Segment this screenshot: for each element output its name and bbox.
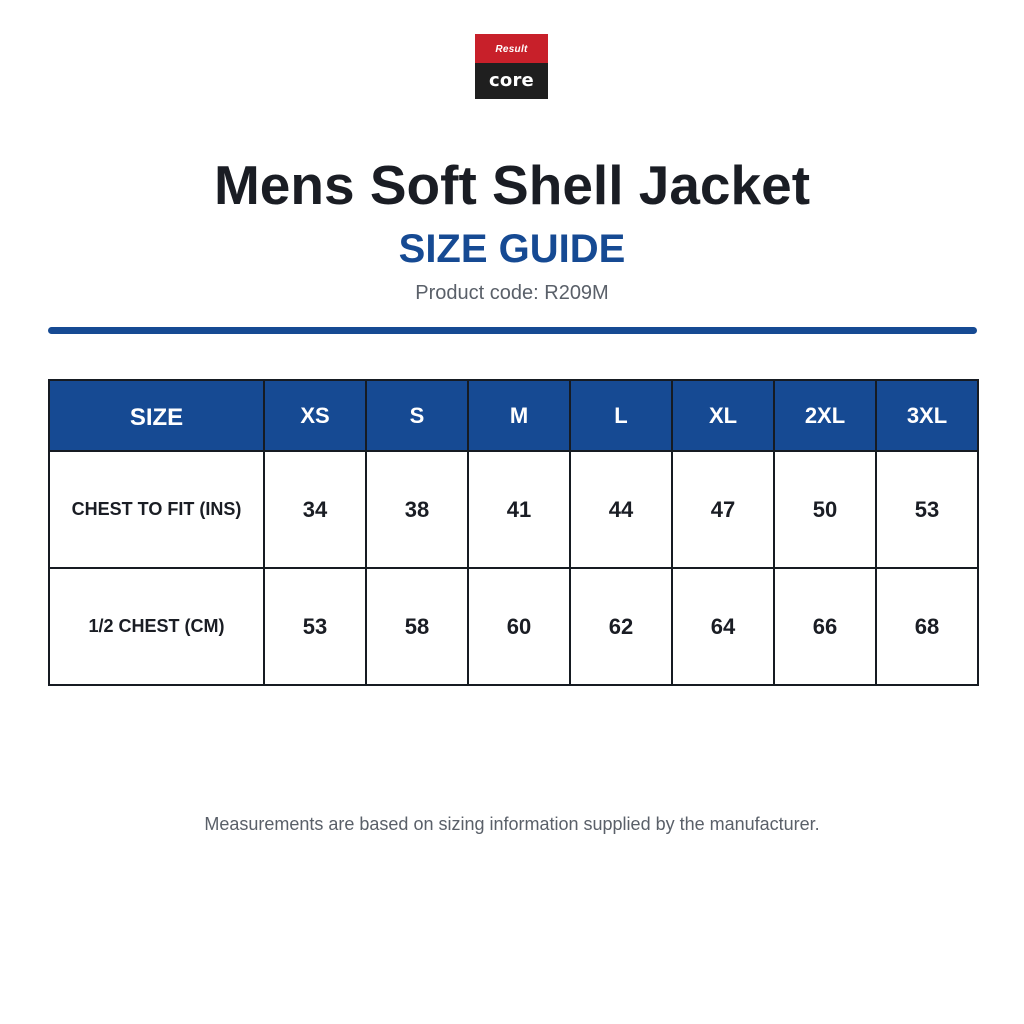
- table-cell: 44: [570, 451, 672, 568]
- table-cell: 50: [774, 451, 876, 568]
- table-cell: 66: [774, 568, 876, 685]
- table-cell: 64: [672, 568, 774, 685]
- page-title: Mens Soft Shell Jacket: [213, 154, 811, 216]
- size-header-cell: XL: [672, 380, 774, 451]
- table-cell: 53: [264, 568, 366, 685]
- table-row: [49, 451, 978, 568]
- logo-top-band: [475, 34, 548, 63]
- footnote: Measurements are based on sizing information supplied by the manufacturer.: [204, 814, 820, 834]
- size-header-cell: S: [366, 380, 468, 451]
- size-header-cell: M: [468, 380, 570, 451]
- table-cell: 41: [468, 451, 570, 568]
- row-label: CHEST TO FIT (INS): [49, 451, 264, 568]
- table-cell: 53: [876, 451, 978, 568]
- table-cell: 60: [468, 568, 570, 685]
- logo-top-text: Result: [495, 43, 528, 55]
- size-header-cell: 3XL: [876, 380, 978, 451]
- size-header-cell: 2XL: [774, 380, 876, 451]
- brand-logo: [475, 34, 548, 99]
- table-cell: 38: [366, 451, 468, 568]
- product-code: Product code: R209M: [415, 282, 609, 304]
- logo-bottom-band: [475, 63, 548, 99]
- header-divider: [48, 327, 977, 334]
- table-cell: 68: [876, 568, 978, 685]
- table-cell: 34: [264, 451, 366, 568]
- size-header-label: SIZE: [49, 380, 264, 451]
- table-cell: 62: [570, 568, 672, 685]
- logo-bottom-text: core: [489, 69, 534, 91]
- size-header-cell: L: [570, 380, 672, 451]
- row-label: 1/2 CHEST (CM): [49, 568, 264, 685]
- size-header-cell: XS: [264, 380, 366, 451]
- size-table: [48, 379, 979, 686]
- table-row: [49, 568, 978, 685]
- table-header-row: [49, 380, 978, 451]
- table-cell: 47: [672, 451, 774, 568]
- page-subtitle: SIZE GUIDE: [398, 227, 626, 271]
- table-cell: 58: [366, 568, 468, 685]
